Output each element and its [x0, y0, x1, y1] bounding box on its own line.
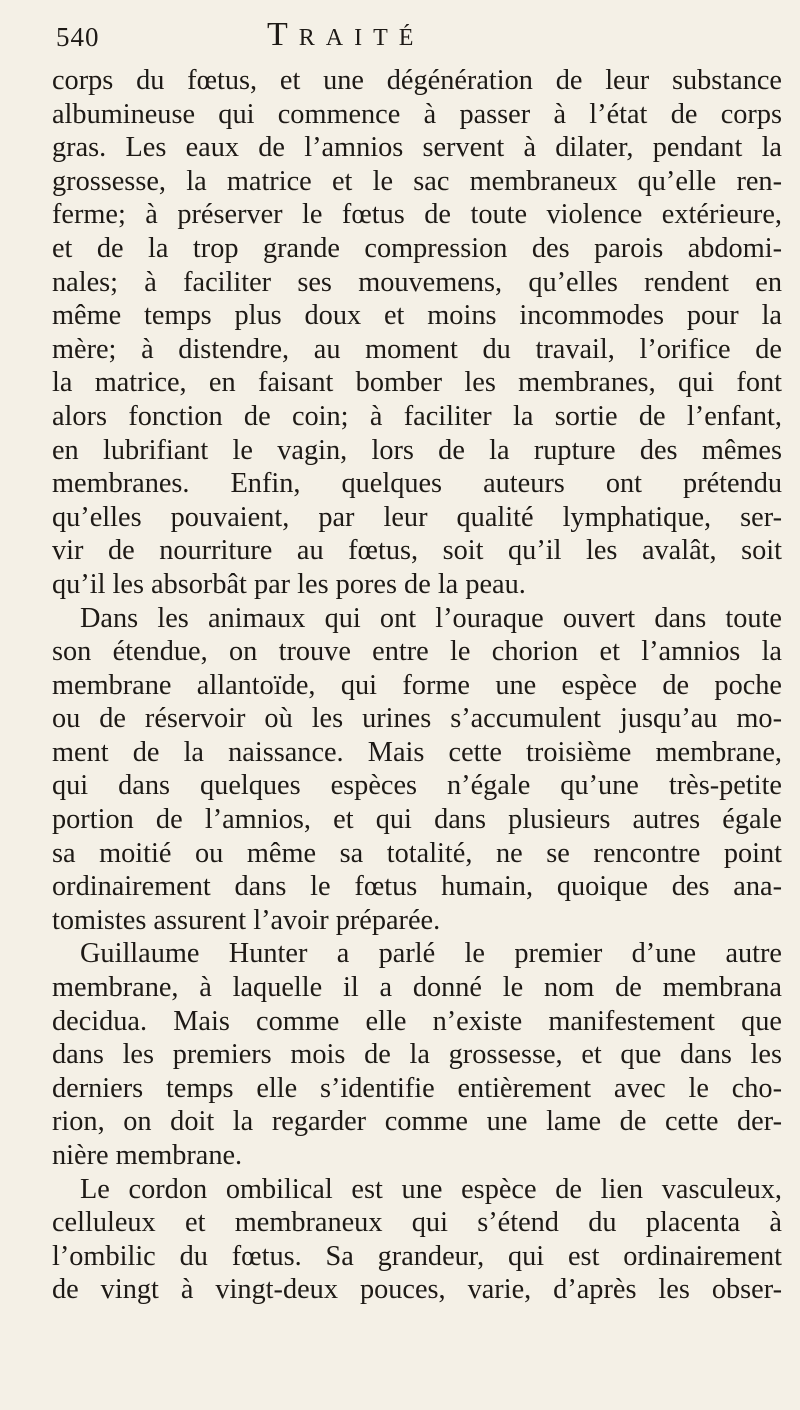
- text-line: Guillaume Hunter a parlé le premier d’une autre: [80, 938, 782, 970]
- text-line: ment de la naissance. Mais cette troisième membrane,: [52, 736, 782, 768]
- text-line: dans les premiers mois de la grossesse, et que dans les: [52, 1039, 782, 1071]
- body-text: [52, 64, 782, 1307]
- text-line: decidua. Mais comme elle n’existe manifestement que: [52, 1005, 782, 1037]
- text-line: son étendue, on trouve entre le chorion et l’amnios la: [52, 636, 782, 668]
- text-line: corps du fœtus, et une dégénération de leur substance: [52, 65, 782, 96]
- page-number: 540: [56, 22, 100, 52]
- text-line: vir de nourriture au fœtus, soit qu’il les avalât, soit: [52, 535, 782, 567]
- text-line: qu’il les absorbât par les pores de la peau.: [52, 568, 526, 600]
- text-line: derniers temps elle s’identifie entièrement avec le cho-: [52, 1072, 782, 1104]
- text-line: Dans les animaux qui ont l’ouraque ouvert dans toute: [80, 602, 782, 634]
- text-line: ordinairement dans le fœtus humain, quoique des ana-: [52, 871, 782, 903]
- text-line: albumineuse qui commence à passer à l’état de corps: [52, 98, 782, 130]
- text-line: de vingt à vingt-deux pouces, varie, d’après les obser-: [52, 1274, 782, 1306]
- text-line: qui dans quelques espèces n’égale qu’une très-petite: [52, 770, 782, 802]
- text-line: celluleux et membraneux qui s’étend du placenta à: [52, 1207, 782, 1239]
- text-line: nière membrane.: [52, 1140, 243, 1171]
- text-line: Le cordon ombilical est une espèce de lien vasculeux,: [80, 1173, 782, 1205]
- text-line: qu’elles pouvaient, par leur qualité lymphatique, ser-: [52, 501, 782, 533]
- text-line: rion, on doit la regarder comme une lame de cette der-: [52, 1106, 782, 1138]
- text-line: membrane allantoïde, qui forme une espèce de poche: [52, 669, 782, 701]
- text-line: ou de réservoir où les urines s’accumulent jusqu’au mo-: [52, 703, 782, 735]
- text-line: en lubrifiant le vagin, lors de la rupture des mêmes: [52, 434, 782, 466]
- text-line: membrane, à laquelle il a donné le nom de membrana: [52, 972, 782, 1004]
- text-line: portion de l’amnios, et qui dans plusieurs autres égale: [52, 804, 782, 836]
- text-line: tomistes assurent l’avoir préparée.: [52, 904, 441, 936]
- text-line: alors fonction de coin; à faciliter la sortie de l’enfant,: [52, 400, 782, 432]
- text-line: l’ombilic du fœtus. Sa grandeur, qui est ordinairement: [52, 1240, 782, 1272]
- text-line: membranes. Enfin, quelques auteurs ont prétendu: [52, 468, 782, 500]
- text-line: la matrice, en faisant bomber les membranes, qui font: [52, 367, 782, 399]
- text-line: gras. Les eaux de l’amnios servent à dilater, pendant la: [52, 132, 782, 164]
- text-line: nales; à faciliter ses mouvemens, qu’elles rendent en: [52, 266, 782, 298]
- running-title: Traité: [267, 16, 425, 53]
- text-line: sa moitié ou même sa totalité, ne se rencontre point: [52, 837, 782, 869]
- text-line: ferme; à préserver le fœtus de toute violence extérieure,: [52, 199, 782, 231]
- text-line: et de la trop grande compression des parois abdomi-: [52, 232, 782, 264]
- text-line: mère; à distendre, au moment du travail, l’orifice de: [52, 333, 782, 365]
- page-header: [52, 8, 772, 66]
- text-line: grossesse, la matrice et le sac membraneux qu’elle ren-: [52, 165, 782, 197]
- text-line: même temps plus doux et moins incommodes pour la: [52, 300, 782, 332]
